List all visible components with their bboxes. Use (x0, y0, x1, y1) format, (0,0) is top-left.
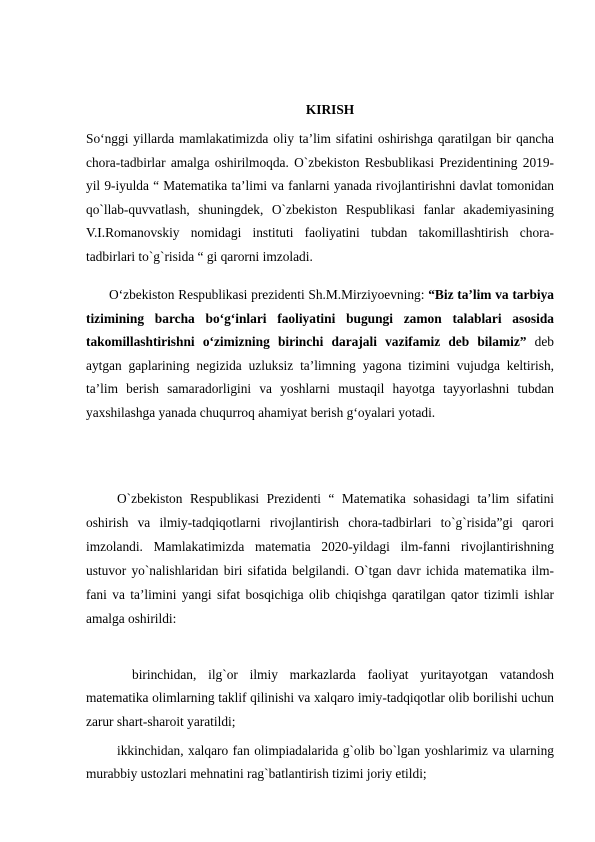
paragraph-first-point: birinchidan, ilg`or ilmiy markazlarda faoliyat yuritayotgan vatandosh matematika olimlarning taklif qilinishi va xalqaro imiy-tadqiqotlar olib borilishi uchun zarur shart-sharoit yaratildi; (86, 667, 554, 729)
paragraph-intro: So‘nggi yillarda mamlakatimizda oliy ta’lim sifatini oshirishga qaratilgan bir qancha chora-tadbirlar amalga oshirilmoqda. O`zbekiston Resbublikasi Prezidentining 2019-yil 9-iyulda “ Matematika ta’limi va fanlarni yanada rivojlantirishni davlat tomonidan qo`llab-quvvatlash, shuningdek, O`zbekiston Respublikasi fanlar akademiyasining V.I.Romanovskiy nomidagi instituti faoliyatini tubdan takomillashtirish chora-tadbirlari to`g`risida “ gi qarorni imzoladi. (86, 131, 554, 264)
quote-rest: deb aytgan gaplarining negizida uzluksiz ta’limning yagona tizimini vujudga keltirish, ta’lim berish samaradorligini va yoshlarni mustaqil hayotga tayyorlashni tubdan yaxshilashga yanada chuqurroq ahamiyat berish g‘oyalari yotadi. (86, 334, 554, 420)
heading-text: KIRISH (305, 102, 355, 117)
paragraph-president-quote (86, 283, 554, 425)
paragraph-decree: O`zbekiston Respublikasi Prezidenti “ Matematika sohasidagi ta’lim sifatini oshirish va ilmiy-tadqiqotlarni rivojlantirish chora-tadbirlari to`g`risida”gi qarori imzolandi. Mamlakatimizda matematia 2020-yildagi ilm-fanni rivojlantirishning ustuvor yo`nalishlaridan biri sifatida belgilandi. O`tgan davr ichida matematika ilm-fani va ta’limini yangi sifat bosqichiga olib chiqishga qaratilgan qator tizimli ishlar amalga oshirildi: (86, 491, 554, 626)
section-heading (0, 100, 595, 120)
quote-bold: “Biz ta’lim va tarbiya tizimining barcha bo‘g‘inlari faoliyatini bugungi zamon talablari asosida takomillashtirishni o‘zimizning birinchi darajali vazifamiz deb bilamiz” (86, 287, 555, 350)
quote-lead: O‘zbekiston Respublikasi prezidenti Sh.M.Mirziyoevning: (109, 287, 429, 302)
paragraph-second-point: ikkinchidan, xalqaro fan olimpiadalarida g`olib bo`lgan yoshlarimiz va ularning murabbiy ustozlari mehnatini rag`batlantirish tizimi joriy etildi; (86, 743, 554, 782)
